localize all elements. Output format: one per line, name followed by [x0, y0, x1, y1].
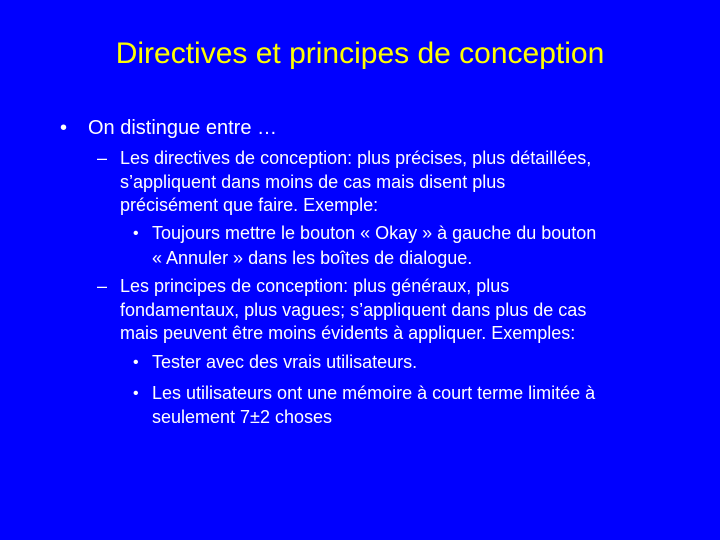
- directives-example-line-1: Toujours mettre le bouton « Okay » à gauche du bouton: [152, 223, 597, 243]
- level1-text: On distingue entre …: [88, 117, 277, 139]
- dash-icon: –: [97, 148, 108, 168]
- principles-example-2-line-1: Les utilisateurs ont une mémoire à court terme limitée à: [152, 383, 596, 403]
- dash-icon: –: [97, 276, 108, 296]
- principles-line-3: mais peuvent être moins évidents à appliquer. Exemples:: [120, 323, 576, 343]
- bullet-icon: •: [133, 354, 139, 371]
- slide-title: Directives et principes de conception: [115, 37, 605, 70]
- directives-line-2: s’appliquent dans moins de cas mais disent plus: [120, 172, 506, 192]
- principles-line-2: fondamentaux, plus vagues; s’appliquent dans plus de cas: [120, 300, 587, 320]
- bullet-icon: •: [133, 225, 139, 242]
- principles-example-1: Tester avec des vrais utilisateurs.: [152, 352, 418, 372]
- directives-example-line-2: « Annuler » dans les boîtes de dialogue.: [152, 248, 473, 268]
- principles-line-1: Les principes de conception: plus généraux, plus: [120, 276, 510, 296]
- bullet-icon: •: [60, 117, 68, 139]
- directives-line-1: Les directives de conception: plus précises, plus détaillées,: [120, 148, 592, 168]
- principles-example-2-line-2: seulement 7±2 choses: [152, 407, 332, 427]
- bullet-icon: •: [133, 385, 139, 402]
- directives-line-3: précisément que faire. Exemple:: [120, 195, 379, 215]
